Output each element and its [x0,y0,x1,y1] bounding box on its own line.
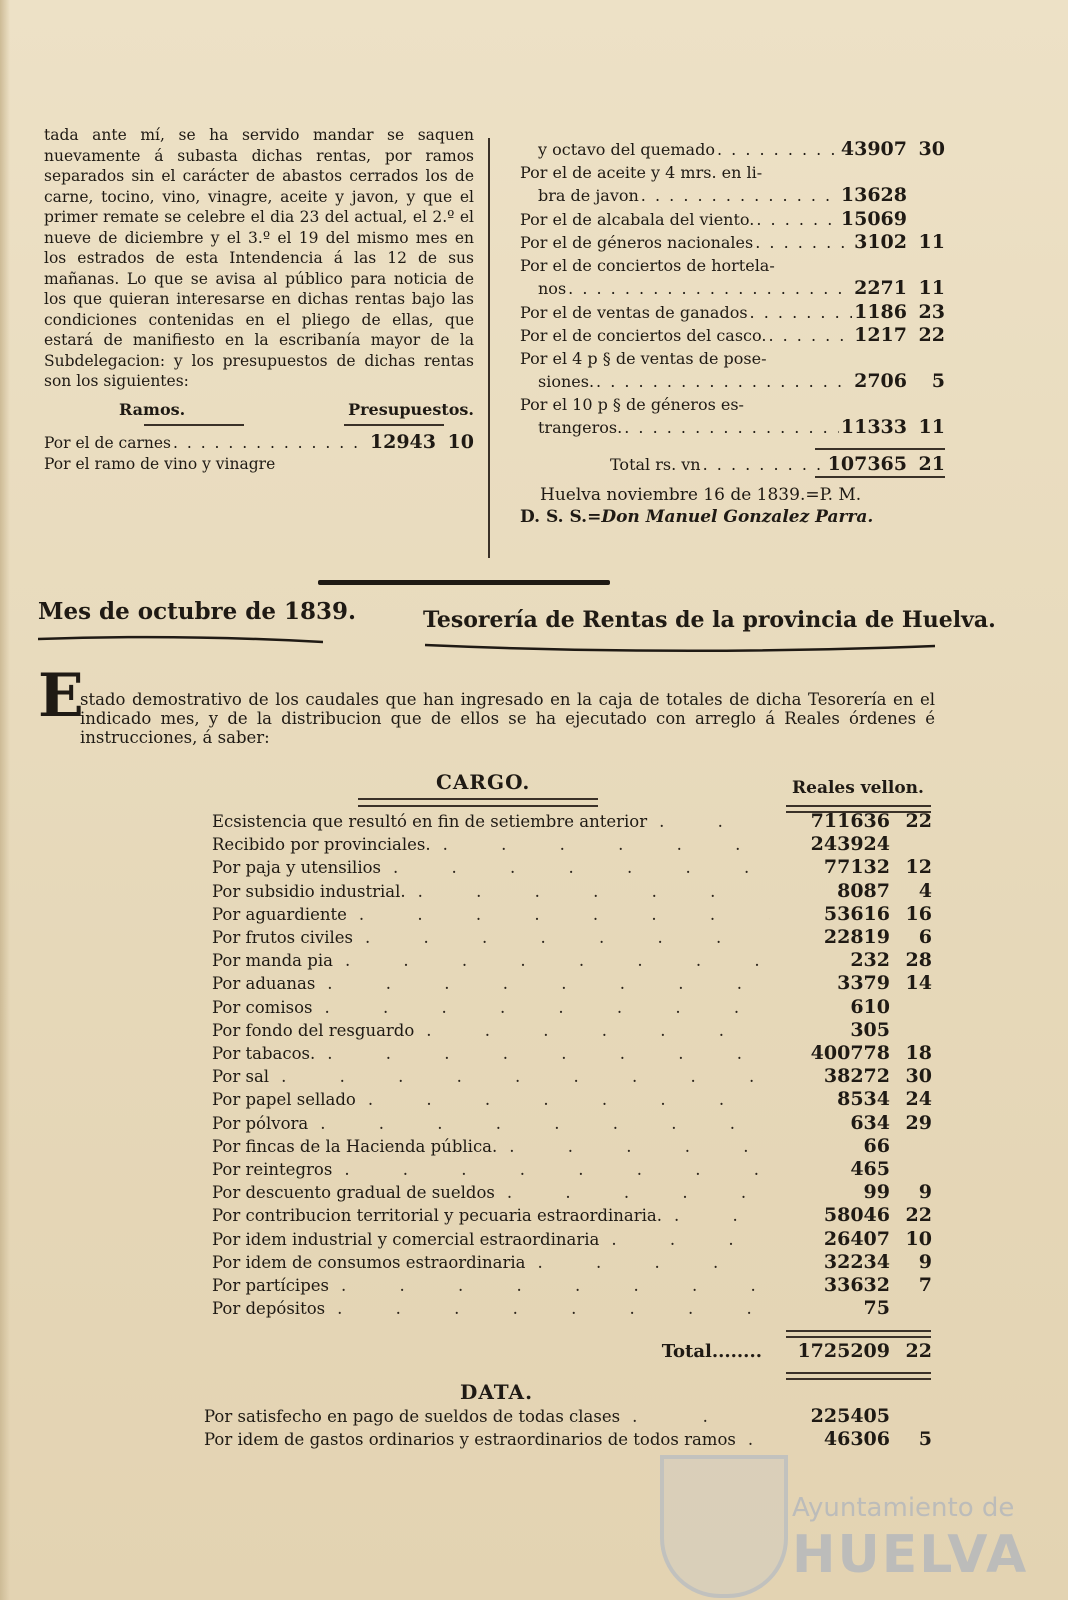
cargo-value: 66 [863,1134,890,1157]
cargo-value: 38272 [823,1065,890,1088]
cargo-maravedis: 14 [905,972,932,995]
right-budget-rows [520,138,945,440]
cargo-label: Por idem industrial y comercial estraordinaria [212,1229,600,1249]
right-budget-row [520,255,945,278]
cargo-leader-dots [414,1020,770,1042]
cargo-maravedis: 24 [905,1088,932,1111]
cargo-maravedis: 6 [918,926,932,949]
cargo-leader-dots [495,1182,770,1204]
month-title-swash [38,634,323,644]
section-divider [318,580,610,585]
signature-prefix: D. S. S.= [520,507,602,527]
right-column [520,138,945,528]
data-row [204,1405,932,1428]
right-budget-label: Por el 10 p § de géneros es- [520,394,744,414]
data-title: DATA. [460,1380,534,1404]
cargo-value: 305 [850,1018,890,1041]
right-budget-value: 11333 [840,416,907,438]
cargo-rows [212,810,932,1320]
right-budget-value: 15069 [840,207,907,230]
right-budget-leader-dots [756,209,839,232]
right-budget-maravedis: 5 [931,370,945,392]
budget-total-sub: 21 [918,452,945,475]
cargo-leader-dots [312,997,770,1019]
budget-header [44,400,474,421]
right-budget-maravedis: 11 [918,277,945,299]
right-budget-label: bra de javon [538,186,639,205]
cargo-value: 465 [850,1158,890,1181]
cargo-row [212,1019,932,1042]
right-budget-label: siones. [538,372,595,391]
right-budget-row [520,370,945,394]
cargo-leader-dots [381,857,770,879]
right-budget-value: 2706 [854,370,907,392]
right-budget-label: Por el de aceite y 4 mrs. en li- [520,162,763,182]
cargo-label: Por manda pia [212,951,333,971]
right-budget-row [520,138,945,162]
cargo-label: Por aduanas [212,974,316,994]
cargo-leader-dots [333,950,770,972]
right-budget-label: nos [538,279,567,298]
right-budget-leader-dots [596,371,852,394]
budget-total-label: Total rs. vn [610,454,701,474]
total-rule-bottom [815,476,945,478]
cargo-value: 610 [850,995,890,1018]
data-value: 225405 [810,1405,890,1427]
cargo-row [212,833,932,856]
right-budget-row [520,324,945,348]
right-budget-row [520,208,945,232]
cargo-label: Ecsistencia que resultó en fin de setiembre anterior [212,812,648,831]
cargo-value: 32234 [823,1250,890,1273]
left-budget-leader-dots [173,433,368,454]
cargo-maravedis: 9 [918,1250,932,1273]
cargo-maravedis: 28 [905,949,932,972]
left-column [44,125,474,474]
cargo-maravedis: 16 [905,902,932,925]
right-budget-label: Por el de géneros nacionales [520,233,754,252]
cargo-value: 711636 [810,810,890,832]
data-value: 46306 [823,1428,890,1450]
right-budget-label: Por el de conciertos de hortela- [520,255,775,275]
cargo-leader-dots [406,881,770,903]
cargo-row [212,972,932,995]
right-budget-leader-dots [624,417,839,440]
watermark-shield-icon [660,1455,788,1598]
signature-block [520,484,945,528]
right-budget-maravedis: 30 [918,138,945,160]
cargo-value: 99 [863,1181,890,1204]
cargo-row [212,810,932,833]
cargo-leader-dots [525,1252,770,1274]
month-title: Mes de octubre de 1839. [38,598,357,625]
cargo-row [212,1297,932,1320]
left-budget-maravedis: 10 [447,431,474,453]
page-edge-shadow [0,0,10,1600]
right-budget-value: 2271 [854,277,907,299]
cargo-row [212,1042,932,1065]
cargo-value: 3379 [837,972,890,995]
cargo-leader-dots [332,1159,770,1181]
cargo-label: Por pólvora [212,1113,309,1133]
right-budget-leader-dots [568,278,852,301]
cargo-leader-dots [269,1066,770,1088]
cargo-row [212,1251,932,1274]
cargo-value: 33632 [823,1274,890,1297]
cargo-total-rule-top [786,1330,931,1338]
cargo-leader-dots [356,1089,770,1111]
left-last-line: Por el ramo de vino y vinagre [44,454,276,473]
cargo-maravedis: 12 [905,856,932,879]
cargo-leader-dots [347,904,770,926]
data-row [204,1428,932,1451]
cargo-row [212,1204,932,1227]
cargo-title-rule [358,798,598,807]
cargo-label: Por contribucion territorial y pecuaria estraordinaria. [212,1206,662,1226]
cargo-row [212,1228,932,1251]
left-budget-row [44,432,474,454]
cargo-row [212,1112,932,1135]
cargo-leader-dots [662,1205,770,1227]
right-budget-row [520,231,945,255]
cargo-leader-dots [315,1043,770,1065]
treasury-title: Tesorería de Rentas de la provincia de Huelva. [423,607,996,633]
cargo-row [212,856,932,879]
drop-cap: E [38,661,84,731]
right-budget-value: 13628 [840,184,907,206]
right-budget-row [520,348,945,371]
cargo-label: Por sal [212,1067,270,1087]
cargo-leader-dots [329,1275,770,1297]
column-divider [488,138,490,558]
cargo-leader-dots [431,834,770,856]
cargo-row [212,903,932,926]
total-rule-top [815,448,945,450]
right-budget-row [520,416,945,440]
cargo-row [212,1181,932,1204]
data-rows [204,1405,932,1451]
cargo-value: 53616 [823,902,890,925]
header-ramos: Ramos. [119,399,186,419]
right-budget-value: 1217 [854,324,907,346]
cargo-row [212,1274,932,1297]
cargo-leader-dots [315,973,770,995]
cargo-label: Por descuento gradual de sueldos [212,1183,495,1203]
cargo-label: Por frutos civiles [212,928,354,948]
cargo-value: 8534 [837,1088,890,1111]
cargo-leader-dots [497,1136,770,1158]
cargo-value: 26407 [823,1227,890,1250]
right-budget-row [520,301,945,325]
cargo-maravedis: 10 [905,1227,932,1250]
right-budget-maravedis: 11 [918,416,945,438]
reales-vellon-header: Reales vellon. [792,778,924,798]
cargo-total-value: 1725209 [797,1340,890,1362]
cargo-value: 22819 [823,926,890,949]
right-budget-label: Por el de alcabala del viento. [520,209,755,229]
data-maravedis: 5 [918,1428,932,1450]
right-budget-row [520,277,945,301]
cargo-maravedis: 22 [905,810,932,832]
cargo-maravedis: 22 [905,1204,932,1227]
cargo-maravedis: 9 [918,1181,932,1204]
cargo-maravedis: 4 [918,879,932,902]
right-budget-leader-dots [641,185,839,208]
left-budget-value: 12943 [369,431,436,453]
cargo-value: 75 [863,1297,890,1320]
cargo-row [212,996,932,1019]
cargo-row [212,1135,932,1158]
cargo-leader-dots [308,1113,770,1135]
right-budget-row [520,184,945,208]
cargo-maravedis: 29 [905,1111,932,1134]
budget-total-row [520,453,945,477]
right-budget-label: y octavo del quemado [538,140,715,159]
cargo-total-row [610,1340,932,1362]
cargo-label: Por fondo del resguardo [212,1020,415,1040]
cargo-label: Por partícipes [212,1276,330,1296]
right-budget-label: Por el de conciertos del casco. [520,326,767,345]
cargo-label: Por idem de consumos estraordinaria [212,1252,526,1272]
cargo-label: Por subsidio industrial. [212,881,406,901]
signature-name: Don Manuel Gonzalez Parra. [601,507,874,527]
cargo-leader-dots [353,927,770,949]
cargo-label: Por aguardiente [212,904,347,924]
data-label: Por satisfecho en pago de sueldos de todas clases [204,1407,621,1426]
presupuestos-rule [344,424,444,426]
cargo-total-rule-bottom [786,1372,931,1380]
data-leader-dots [736,1429,770,1451]
right-budget-leader-dots [750,302,853,325]
cargo-label: Por papel sellado [212,1090,356,1110]
cargo-row [212,1065,932,1088]
right-budget-value: 3102 [854,231,907,253]
budget-total-value: 107365 [827,452,907,475]
right-budget-maravedis: 22 [918,324,945,346]
cargo-leader-dots [647,811,770,833]
cargo-maravedis: 18 [905,1042,932,1065]
cargo-row [212,1088,932,1111]
cargo-label: Por paja y utensilios [212,858,382,878]
header-presupuestos: Presupuestos. [348,399,474,419]
right-budget-label: Por el de ventas de ganados [520,302,748,322]
right-budget-label: trangeros. [538,418,623,437]
cargo-row [212,949,932,972]
right-budget-maravedis: 23 [918,300,945,323]
cargo-label: Por fincas de la Hacienda pública. [212,1136,498,1156]
cargo-label: Por reintegros [212,1160,333,1180]
cargo-value: 634 [850,1111,890,1134]
data-leader-dots [620,1406,770,1428]
left-budget-rows [44,432,474,454]
right-budget-value: 43907 [840,138,907,160]
cargo-value: 232 [850,949,890,972]
cargo-value: 8087 [837,879,890,902]
ramos-rule [144,424,244,426]
watermark-line1: Ayuntamiento de [792,1493,1015,1523]
right-budget-leader-dots [717,139,839,162]
left-budget-label: Por el de carnes [44,434,171,452]
cargo-maravedis: 30 [905,1065,932,1088]
treasury-title-swash [425,642,935,654]
cargo-leader-dots [599,1229,770,1251]
cargo-value: 243924 [810,833,890,856]
cargo-value: 58046 [823,1204,890,1227]
data-label: Por idem de gastos ordinarios y estraordinarios de todos ramos [204,1430,736,1449]
cargo-label: Recibido por provinciales. [212,835,431,855]
right-budget-row [520,162,945,185]
cargo-total-label: Total........ [661,1341,762,1362]
cargo-row [212,1158,932,1181]
cargo-label: Por tabacos. [212,1044,316,1064]
right-budget-row [520,394,945,417]
right-budget-maravedis: 11 [918,231,945,253]
cargo-title: CARGO. [436,770,531,794]
cargo-maravedis: 7 [918,1274,932,1297]
notice-paragraph: tada ante mí, se ha servido mandar se saquen nuevamente á subasta dichas rentas, por ramos separados sin el carácter de abastos cerrados los de carne, tocino, vino, vinagre, aceite y javon, y que el primer remate se celebre el dia 23 del actual, el 2.º el nueve de diciembre y el 3.º el 19 del mismo mes en los estrados de esta Intendencia á las 12 de sus mañanas. Lo que se avisa al público para noticia de los que quieran interesarse en dichas rentas bajo las condiciones contenidas en el pliego de ellas, que estará de manifiesto en la escribanía mayor de la Subdelegacion: y los presupuestos de dichas rentas son los siguientes: [44,126,474,390]
cargo-row [212,880,932,903]
cargo-value: 400778 [810,1042,890,1065]
right-budget-leader-dots [768,325,852,348]
cargo-label: Por depósitos [212,1299,326,1319]
cargo-leader-dots [325,1298,770,1320]
cargo-total-sub: 22 [905,1340,932,1362]
right-budget-label: Por el 4 p § de ventas de pose- [520,348,767,368]
signature-place-date: Huelva noviembre 16 de 1839.=P. M. [540,485,862,505]
watermark-line2: HUELVA [792,1525,1029,1585]
right-budget-value: 1186 [854,300,907,323]
right-budget-leader-dots [755,232,852,255]
cargo-value: 77132 [823,856,890,879]
cargo-label: Por comisos [212,997,313,1017]
intro-paragraph: stado demostrativo de los caudales que han ingresado en la caja de totales de dicha Tesorería en el indicado mes, y de la distribucion que de ellos se ha ejecutado con arreglo á Reales órdenes é instrucciones, á saber: [80,690,935,747]
cargo-row [212,926,932,949]
